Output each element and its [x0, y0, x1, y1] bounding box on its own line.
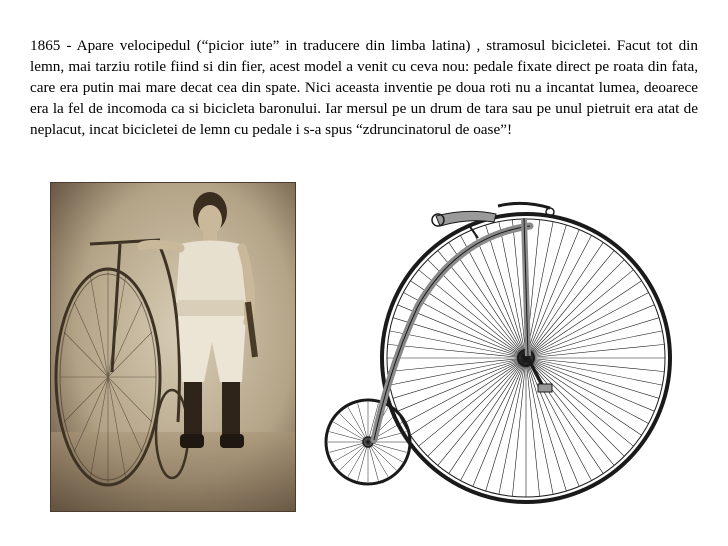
penny-farthing-bicycle-icon [318, 196, 678, 512]
vintage-photo-cyclist-icon [50, 182, 296, 512]
body-paragraph: 1865 - Apare velocipedul (“picior iute” in traducere din limba latina) , stramosul bicicletei. Facut tot din lemn, mai tarziu rotile fiind si din fier, acest model a venit cu ceva nou: pedale fixate direct pe roata din fata, care era putin mai mare decat cea din spate. Nici aceasta inventie pe doua roti nu a incantat lumea, deoarece era la fel de incomoda ca si bicicleta baronului. Iar mersul pe un drum de tara sau pe unul pietruit era atat de neplacut, incat bicicletei de lemn cu pedale i s-a spus “zdruncinatorul de oase”! [30, 37, 698, 138]
